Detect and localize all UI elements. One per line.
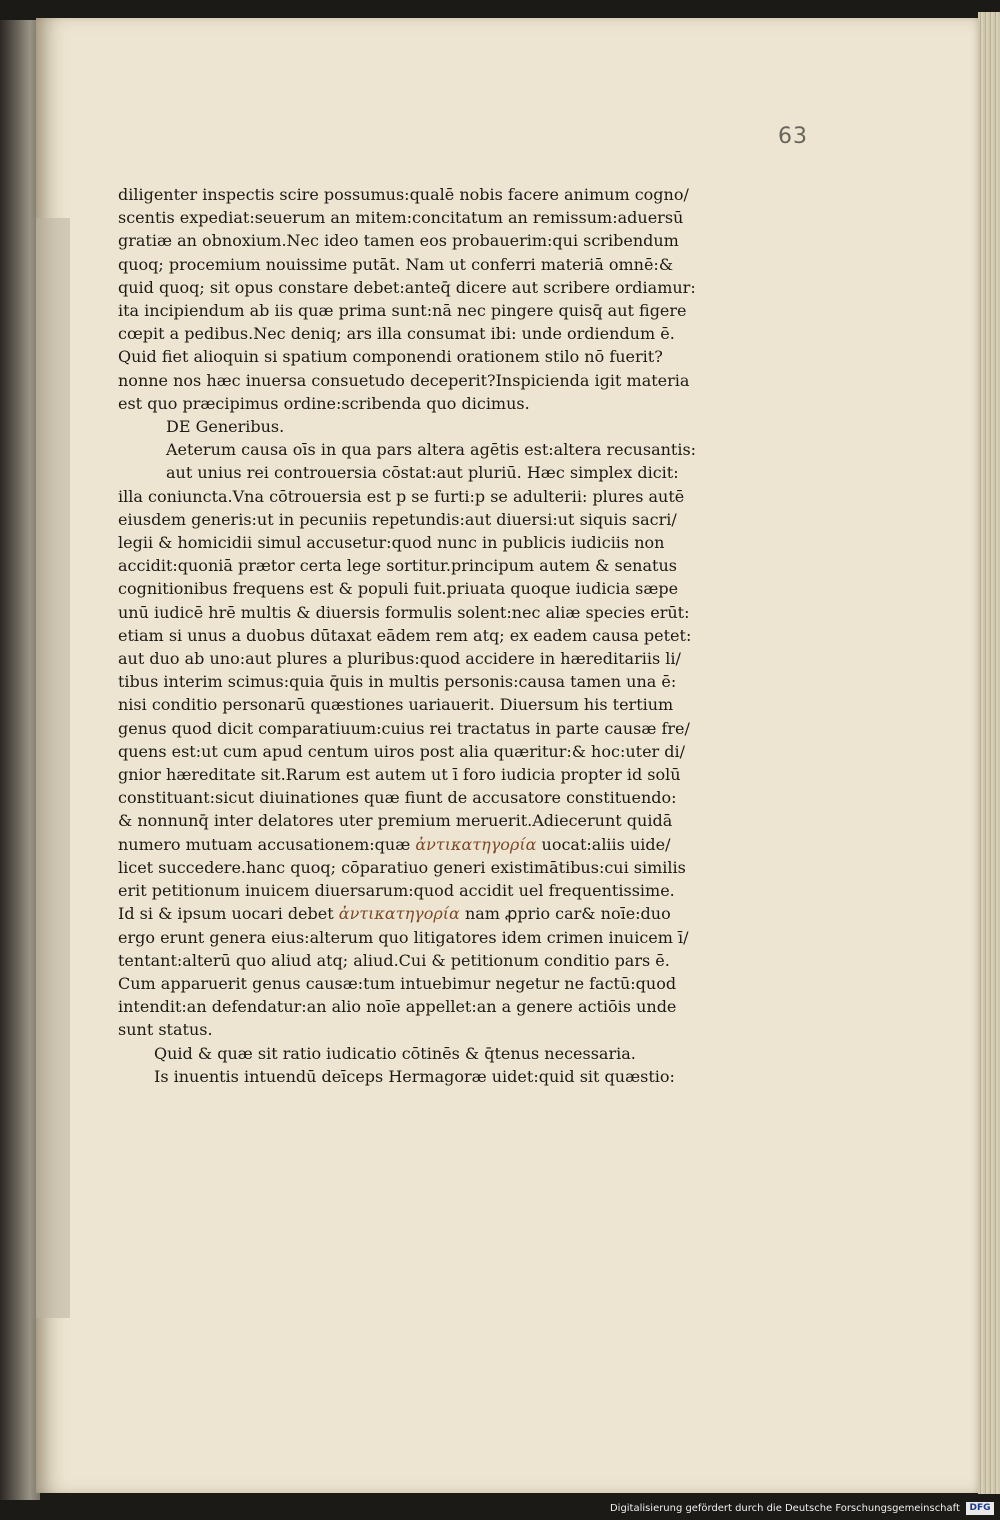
text-line: est quo præcipimus ordine:scribenda quo dicimus. bbox=[118, 393, 530, 413]
text-line: tibus interim scimus:quia q̄uis in multis personis:causa tamen una ē: bbox=[118, 672, 677, 692]
text-segment: nam ꝓprio car& noīe:duo bbox=[464, 904, 671, 924]
text-line: quens est:ut cum apud centum uiros post alia quæritur:& hoc:uter di/ bbox=[118, 741, 686, 761]
text-line: intendit:an defendatur:an alio noīe appellet:an a genere actiōis unde bbox=[118, 997, 677, 1017]
text-line: cognitionibus frequens est & populi fuit.priuata quoque iudicia sæpe bbox=[118, 579, 679, 599]
text-line: erit petitionum inuicem diuersarum:quod accidit uel frequentissime. bbox=[118, 881, 675, 901]
text-line: scentis expediat:seuerum an mitem:concitatum an remissum:aduersū bbox=[118, 208, 684, 228]
text-line: Aeterum causa oīs in qua pars altera agētis est:altera recusantis: bbox=[166, 440, 697, 460]
text-line: diligenter inspectis scire possumus:qualē nobis facere animum cogno/ bbox=[118, 185, 689, 204]
main-text-block bbox=[118, 183, 724, 1088]
facing-page-shadow bbox=[36, 218, 70, 1318]
text-line: illa coniuncta.Vna cōtrouersia est p se furti:p se adulterii: plures autē bbox=[118, 486, 685, 506]
text-line: ita incipiendum ab iis quæ prima sunt:nā nec pingere quisq̄ aut figere bbox=[118, 301, 687, 321]
handwritten-annotation: ἀντικατηγορία bbox=[338, 904, 460, 924]
text-line: nisi conditio personarū quæstiones uariauerit. Diuersum his tertium bbox=[118, 695, 674, 715]
text-line: gratiæ an obnoxium.Nec ideo tamen eos probauerim:qui scribendum bbox=[118, 231, 679, 251]
folio-number: 63 bbox=[778, 124, 808, 149]
text-line-with-handnote bbox=[118, 902, 724, 925]
handwritten-annotation: ἀντικατηγορία bbox=[415, 834, 537, 854]
text-segment: uocat:aliis uide/ bbox=[541, 834, 671, 854]
dfg-logo: DFG bbox=[966, 1502, 994, 1515]
text-line: constituant:sicut diuinationes quæ fiunt de accusatore constituendo: bbox=[118, 788, 677, 808]
text-line: Is inuentis intuendū deīceps Hermagoræ uidet:quid sit quæstio: bbox=[154, 1066, 675, 1086]
text-line: nonne nos hæc inuersa consuetudo deceperit?Inspicienda igit materia bbox=[118, 370, 690, 390]
text-line: licet succedere.hanc quoq; cōparatiuo generi existimātibus:cui similis bbox=[118, 857, 686, 877]
text-line: etiam si unus a duobus dūtaxat eādem rem atq; ex eadem causa petet: bbox=[118, 625, 692, 645]
text-line: sunt status. bbox=[118, 1020, 213, 1040]
text-line: aut duo ab uno:aut plures a pluribus:quod accidere in hæreditariis li/ bbox=[118, 649, 681, 669]
text-line: gnior hæreditate sit.Rarum est autem ut ī foro iudicia propter id solū bbox=[118, 765, 681, 785]
text-line-with-handnote bbox=[118, 833, 724, 856]
text-line: quid quoq; sit opus constare debet:anteq̄ dicere aut scribere ordiamur: bbox=[118, 277, 696, 297]
text-line: quoq; procemium nouissime putāt. Nam ut conferri materiā omnē:& bbox=[118, 254, 674, 274]
text-line: Quid fiet alioquin si spatium componendi orationem stilo nō fuerit? bbox=[118, 347, 663, 367]
text-segment: Id si & ipsum uocari debet bbox=[118, 904, 334, 924]
book-spine-edge bbox=[0, 20, 40, 1500]
text-line: cœpit a pedibus.Nec deniq; ars illa consumat ibi: unde ordiendum ē. bbox=[118, 324, 675, 344]
text-line: unū iudicē hrē multis & diuersis formulis solent:nec aliæ species erūt: bbox=[118, 602, 690, 622]
text-line: eiusdem generis:ut in pecuniis repetundis:aut diuersi:ut siquis sacri/ bbox=[118, 509, 677, 529]
text-line: legii & homicidii simul accusetur:quod nunc in publicis iudiciis non bbox=[118, 533, 665, 553]
section-heading: Quid & quæ sit ratio iudicatio cōtinēs & q̄tenus necessaria. bbox=[154, 1043, 636, 1063]
text-line: Cum apparuerit genus causæ:tum intuebimur negetur ne factū:quod bbox=[118, 973, 677, 993]
text-line: accidit:quoniā prætor certa lege sortitur.principum autem & senatus bbox=[118, 556, 677, 576]
digitization-credit: Digitalisierung gefördert durch die Deutsche Forschungsgemeinschaft bbox=[610, 1503, 960, 1514]
text-segment: numero mutuam accusationem:quæ bbox=[118, 834, 411, 854]
page-edges bbox=[978, 12, 1000, 1494]
text-line: ergo erunt genera eius:alterum quo litigatores idem crimen inuicem ī/ bbox=[118, 927, 689, 947]
section-heading: DE Generibus. bbox=[166, 417, 285, 437]
text-line: genus quod dicit comparatiuum:cuius rei tractatus in parte causæ fre/ bbox=[118, 718, 690, 738]
text-line: & nonnunq̄ inter delatores uter premium meruerit.Adiecerunt quidā bbox=[118, 811, 673, 831]
text-line: aut unius rei controuersia cōstat:aut pluriū. Hæc simplex dicit: bbox=[166, 463, 679, 483]
text-line: tentant:alterū quo aliud atq; aliud.Cui & petitionum conditio pars ē. bbox=[118, 950, 670, 970]
